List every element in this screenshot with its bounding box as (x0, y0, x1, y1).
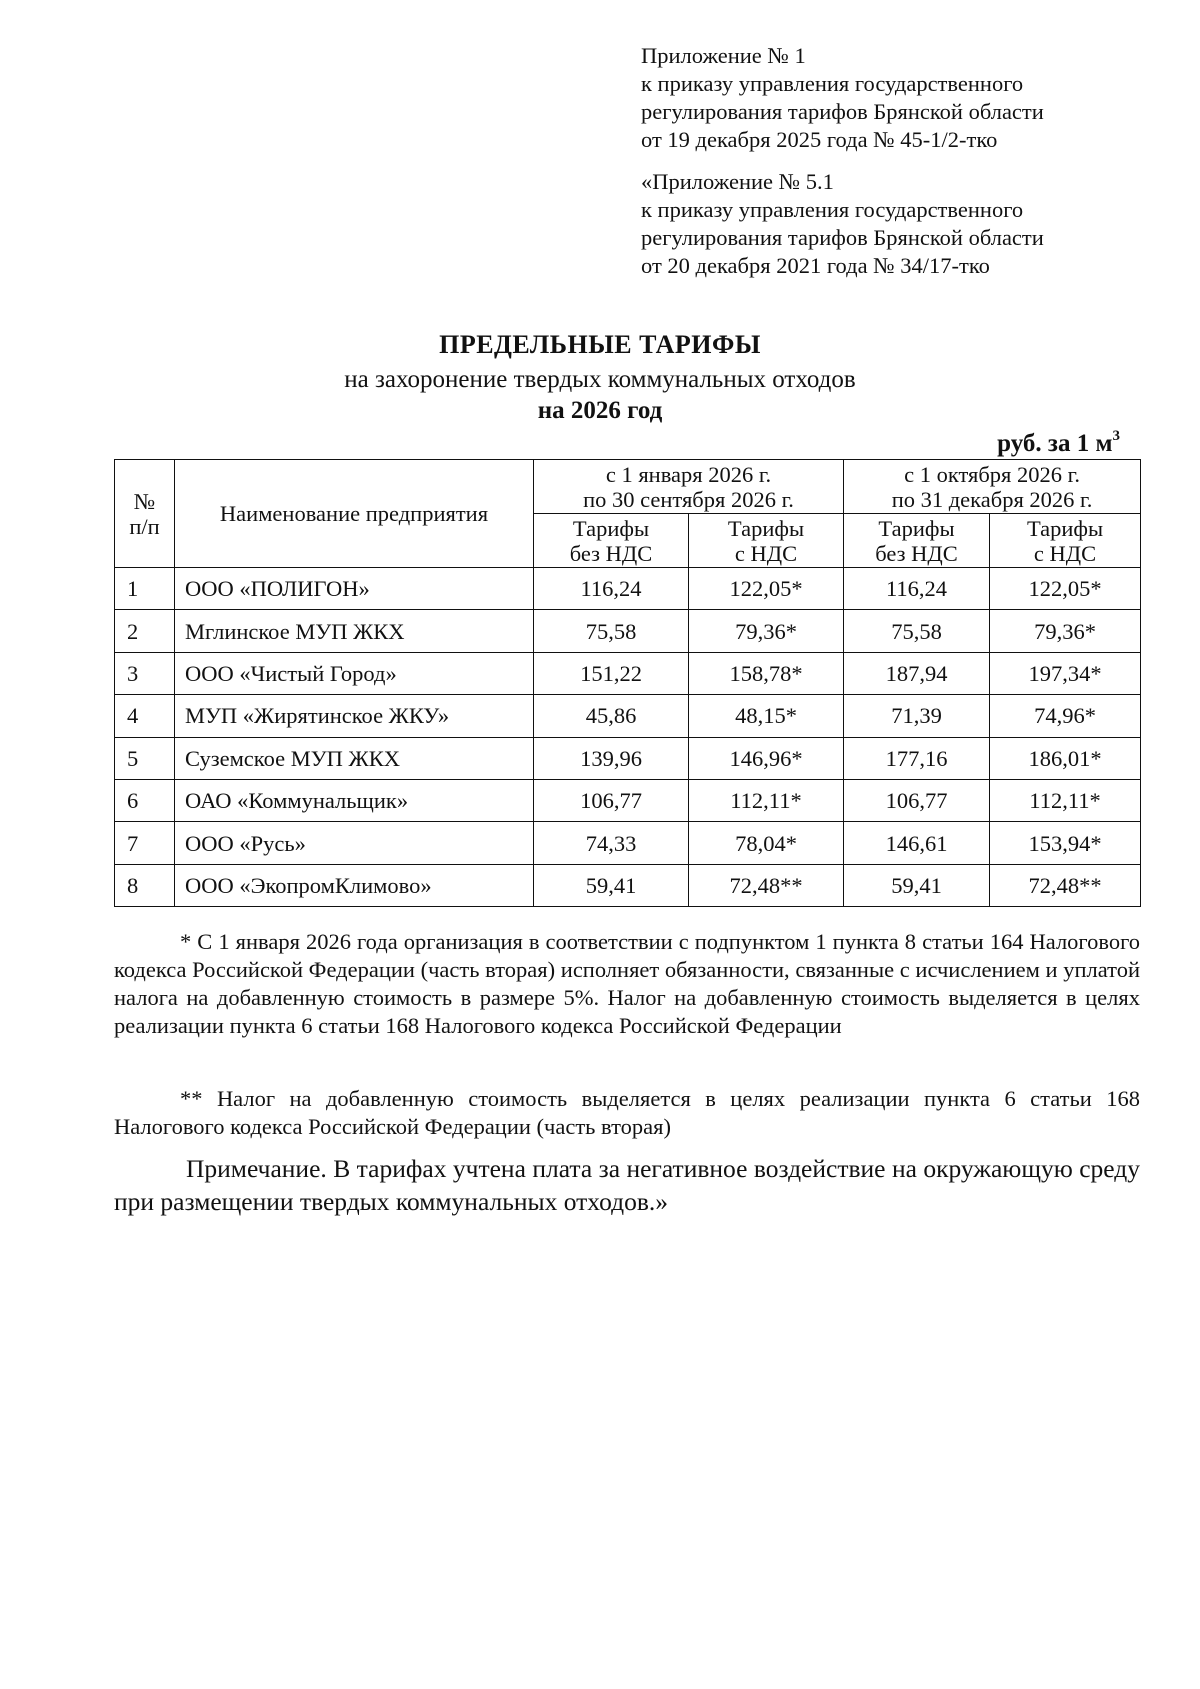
tariff-p1-no-vat: 139,96 (534, 737, 689, 779)
tariff-p1-no-vat: 116,24 (534, 568, 689, 610)
company-name: Суземское МУП ЖКХ (175, 737, 534, 779)
tariff-p2-no-vat: 177,16 (844, 737, 990, 779)
period-2-header: с 1 октября 2026 г. по 31 декабря 2026 г. (844, 460, 1141, 514)
row-number: 7 (115, 822, 175, 864)
tariff-p2-vat: 186,01* (990, 737, 1141, 779)
tariff-p1-vat: 48,15* (689, 695, 844, 737)
period-1-header: с 1 января 2026 г. по 30 сентября 2026 г. (534, 460, 844, 514)
tariff-p1-no-vat: 74,33 (534, 822, 689, 864)
document-subtitle: на захоронение твердых коммунальных отходов (344, 366, 856, 393)
table-row (115, 822, 1141, 864)
tariff-p2-no-vat: 71,39 (844, 695, 990, 737)
tariff-p2-vat: 153,94* (990, 822, 1141, 864)
period-2-vat-header: Тарифы с НДС (990, 514, 1141, 568)
tariff-p2-no-vat: 187,94 (844, 652, 990, 694)
period-1-no-vat-header: Тарифы без НДС (534, 514, 689, 568)
row-number: 5 (115, 737, 175, 779)
document-title: ПРЕДЕЛЬНЫЕ ТАРИФЫ (439, 330, 761, 359)
company-name: Мглинское МУП ЖКХ (175, 610, 534, 652)
row-number: 3 (115, 652, 175, 694)
table-row (115, 652, 1141, 694)
company-name: ООО «Русь» (175, 822, 534, 864)
period-2-no-vat-header: Тарифы без НДС (844, 514, 990, 568)
row-number: 1 (115, 568, 175, 610)
appendix-2-line: регулирования тарифов Брянской области (641, 225, 1044, 250)
tariff-p1-no-vat: 106,77 (534, 779, 689, 821)
tariffs-table (114, 459, 1141, 907)
tariff-p2-no-vat: 116,24 (844, 568, 990, 610)
row-number: 2 (115, 610, 175, 652)
company-name: МУП «Жирятинское ЖКУ» (175, 695, 534, 737)
appendix-1-line: от 19 декабря 2025 года № 45-1/2-тко (641, 127, 998, 152)
tariff-p2-no-vat: 59,41 (844, 864, 990, 906)
tariff-p2-no-vat: 75,58 (844, 610, 990, 652)
appendix-1-line: Приложение № 1 (641, 43, 806, 68)
table-header-row (115, 460, 1141, 514)
period-1-vat-header: Тарифы с НДС (689, 514, 844, 568)
tariff-p2-vat: 74,96* (990, 695, 1141, 737)
table-row (115, 737, 1141, 779)
tariff-p1-no-vat: 59,41 (534, 864, 689, 906)
appendix-1-line: регулирования тарифов Брянской области (641, 99, 1044, 124)
tariff-p1-vat: 158,78* (689, 652, 844, 694)
appendix-2-line: от 20 декабря 2021 года № 34/17-тко (641, 253, 990, 278)
document-year: на 2026 год (537, 397, 663, 424)
table-row (115, 864, 1141, 906)
table-row (115, 568, 1141, 610)
tariff-p2-vat: 79,36* (990, 610, 1141, 652)
tariff-p1-vat: 122,05* (689, 568, 844, 610)
table-row (115, 779, 1141, 821)
tariff-p1-vat: 79,36* (689, 610, 844, 652)
appendix-1-line: к приказу управления государственного (641, 71, 1024, 96)
row-number: 4 (115, 695, 175, 737)
footnote-double-star: ** Налог на добавленную стоимость выделяется в целях реализации пункта 6 статьи 168 Налогового кодекса Российской Федерации (часть вторая) (114, 1086, 1140, 1139)
tariff-p1-no-vat: 75,58 (534, 610, 689, 652)
tariff-p1-vat: 146,96* (689, 737, 844, 779)
footnote-single-star: * С 1 января 2026 года организация в соответствии с подпунктом 1 пункта 8 статьи 164 Налогового кодекса Российской Федерации (часть вторая) исполняет обязанности, связанные с исчислением и уплатой налога на добавленную стоимость в размере 5%. Налог на добавленную стоимость выделяется в целях реализации пункта 6 статьи 168 Налогового кодекса Российской Федерации (114, 929, 1140, 1038)
col-name-header: Наименование предприятия (175, 460, 534, 568)
tariff-p2-vat: 112,11* (990, 779, 1141, 821)
tariff-p2-vat: 72,48** (990, 864, 1141, 906)
tariff-p2-vat: 122,05* (990, 568, 1141, 610)
tariff-p1-vat: 72,48** (689, 864, 844, 906)
company-name: ООО «Чистый Город» (175, 652, 534, 694)
tariff-p2-no-vat: 146,61 (844, 822, 990, 864)
unit-superscript: 3 (1112, 428, 1120, 444)
appendix-2-line: к приказу управления государственного (641, 197, 1024, 222)
tariff-p1-vat: 78,04* (689, 822, 844, 864)
company-name: ООО «ЭкопромКлимово» (175, 864, 534, 906)
tariff-p1-no-vat: 45,86 (534, 695, 689, 737)
tariff-p2-no-vat: 106,77 (844, 779, 990, 821)
table-row (115, 695, 1141, 737)
company-name: ОАО «Коммунальщик» (175, 779, 534, 821)
appendix-5-1-header (641, 168, 1111, 280)
tariff-p1-no-vat: 151,22 (534, 652, 689, 694)
unit-label: руб. за 1 $м^3$ (997, 428, 1120, 457)
company-name: ООО «ПОЛИГОН» (175, 568, 534, 610)
tariff-p1-vat: 112,11* (689, 779, 844, 821)
table-row (115, 610, 1141, 652)
row-number: 6 (115, 779, 175, 821)
appendix-2-line: «Приложение № 5.1 (641, 169, 834, 194)
col-number-header: № п/п (115, 460, 175, 568)
appendix-1-header (641, 42, 1111, 154)
row-number: 8 (115, 864, 175, 906)
tariff-p2-vat: 197,34* (990, 652, 1141, 694)
remark-paragraph: Примечание. В тарифах учтена плата за негативное воздействие на окружающую среду при размещении твердых коммунальных отходов.» (114, 1154, 1140, 1216)
